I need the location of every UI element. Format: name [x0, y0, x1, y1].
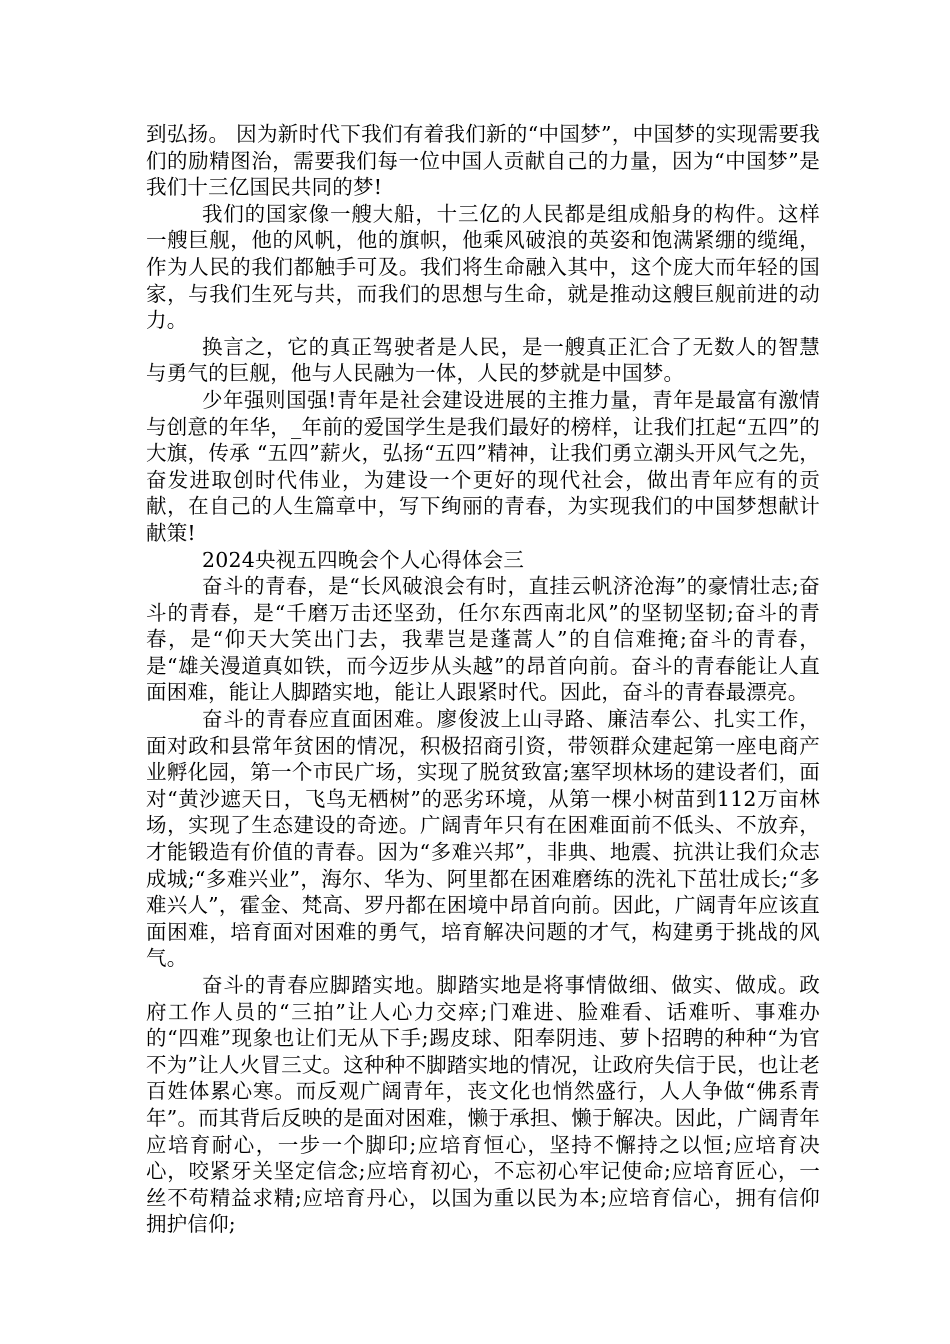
paragraph-7: 奋斗的青春应脚踏实地。脚踏实地是将事情做细、做实、做成。政府工作人员的“三拍”让人心力交瘁;门难进、脸难看、话难听、事难办的“四难”现象也让们无从下手;踢皮球、阳奉阴违、萝卜招聘的种种“为官不为”让人火冒三丈。这种种不脚踏实地的情况，让政府失信于民，也让老百姓体累心寒。而反观广阔青年，丧文化也悄然盛行，人人争做“佛系青年”。而其背后反映的是面对困难，懒于承担、懒于解决。因此，广阔青年应培育耐心，一步一个脚印;应培育恒心，坚持不懈持之以恒;应培育决心，咬紧牙关坚定信念;应培育初心，不忘初心牢记使命;应培育匠心，一丝不苟精益求精;应培育丹心，以国为重以民为本;应培育信心，拥有信仰拥护信仰; — [146, 973, 820, 1237]
paragraph-5: 奋斗的青春，是“长风破浪会有时，直挂云帆济沧海”的豪情壮志;奋斗的青春，是“千磨万击还坚劲，任尔东西南北风”的坚韧坚韧;奋斗的青春，是“仰天大笑出门去，我辈岂是蓬蒿人”的自信难掩;奋斗的青春，是“雄关漫道真如铁，而今迈步从头越”的昂首向前。奋斗的青春能让人直面困难，能让人脚踏实地，能让人跟紧时代。因此，奋斗的青春最漂亮。 — [146, 574, 820, 705]
section-heading: 2024央视五四晚会个人心得体会三 — [202, 547, 525, 572]
paragraph-4: 少年强则国强!青年是社会建设进展的主推力量，青年是最富有激情与创意的年华，_年前的爱国学生是我们最好的榜样，让我们扛起“五四”的大旗，传承 “五四”薪火，弘扬“五四”精神，让我们勇立潮头开风气之先，奋发进取创时代伟业，为建设一个更好的现代社会，做出青年应有的贡献，在自己的人生篇章中，写下绚丽的青春，为实现我们的中国梦想献计献策! — [146, 387, 820, 545]
paragraph-3: 换言之，它的真正驾驶者是人民，是一艘真正汇合了无数人的智慧与勇气的巨舰，他与人民融为一体，人民的梦就是中国梦。 — [146, 334, 820, 386]
document-page — [146, 121, 820, 1238]
paragraph-2: 我们的国家像一艘大船，十三亿的人民都是组成船身的构件。这样一艘巨舰，他的风帆，他的旗帜，他乘风破浪的英姿和饱满紧绷的缆绳，作为人民的我们都触手可及。我们将生命融入其中，这个庞大而年轻的国家，与我们生死与共，而我们的思想与生命，就是推动这艘巨舰前进的动力。 — [146, 201, 820, 333]
paragraph-6: 奋斗的青春应直面困难。廖俊波上山寻路、廉洁奉公、扎实工作，面对政和县常年贫困的情况，积极招商引资，带领群众建起第一座电商产业孵化园，第一个市民广场，实现了脱贫致富;塞罕坝林场的建设者们，面对“黄沙遮天日，飞鸟无栖树”的恶劣环境，从第一棵小树苗到112万亩林场，实现了生态建设的奇迹。广阔青年只有在困难面前不低头、不放弃，才能锻造有价值的青春。因为“多难兴邦”，非典、地震、抗洪让我们众志成城;“多难兴业”，海尔、华为、阿里都在困难磨练的洗礼下茁壮成长;“多难兴人”，霍金、梵高、罗丹都在困境中昂首向前。因此，广阔青年应该直面困难，培育面对困难的勇气，培育解决问题的才气，构建勇于挑战的风气。 — [146, 707, 820, 971]
paragraph-1: 到弘扬。 因为新时代下我们有着我们新的“中国梦”，中国梦的实现需要我们的励精图治，需要我们每一位中国人贡献自己的力量，因为“中国梦”是我们十三亿国民共同的梦! — [146, 122, 820, 200]
